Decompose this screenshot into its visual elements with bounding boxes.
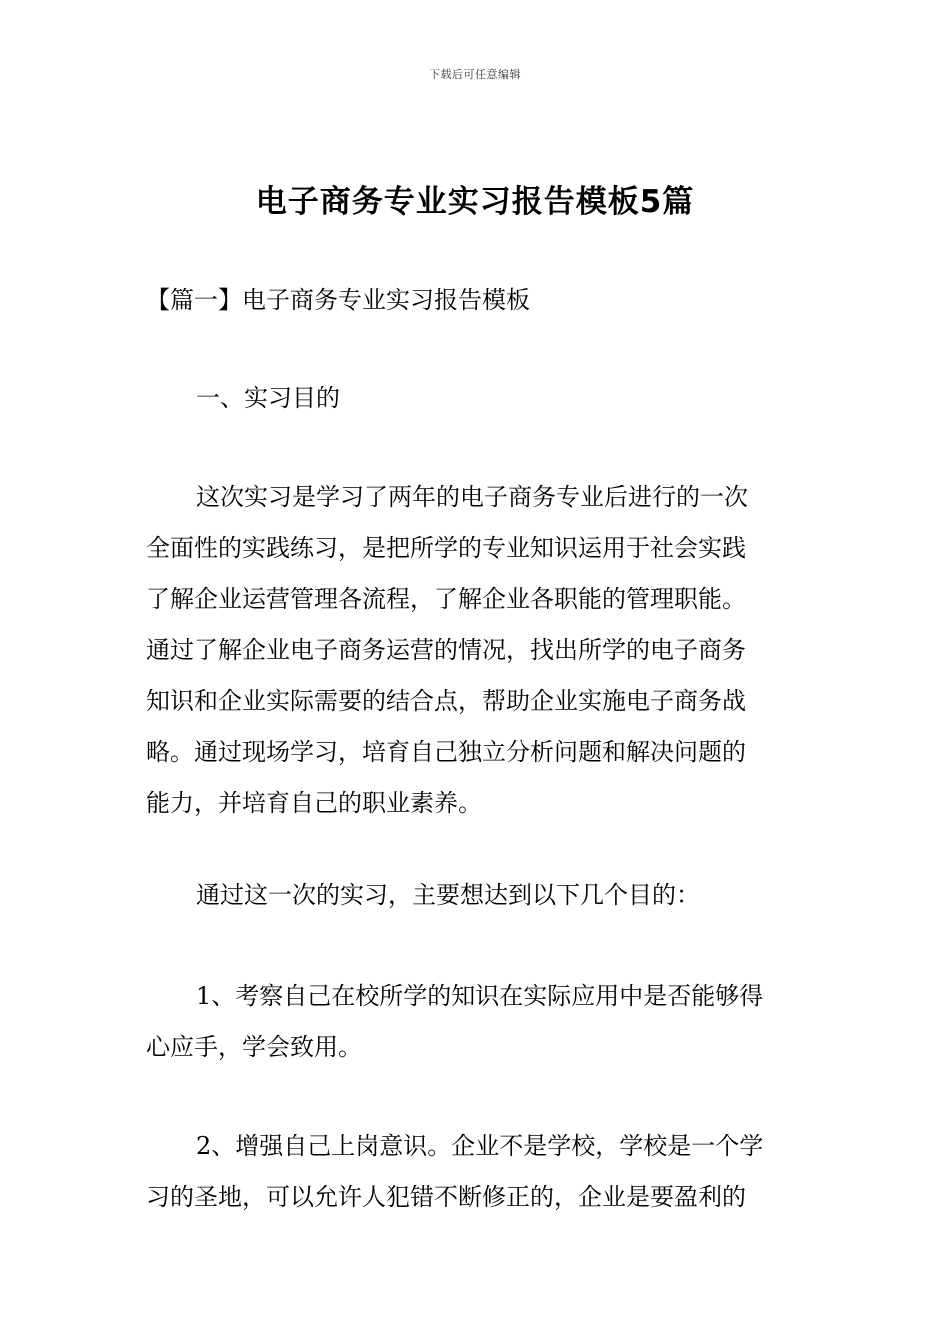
sub-heading: 一、实习目的: [196, 384, 340, 412]
paragraph: 2、增强自己上岗意识。企业不是学校，学校是一个学 习的圣地，可以允许人犯错不断修正的，企业是要盈利的: [146, 1132, 764, 1211]
document-title: 电子商务专业实习报告模板5篇: [255, 184, 695, 220]
section-heading: 【篇一】电子商务专业实习报告模板: [146, 286, 530, 314]
paragraph: 1、考察自己在校所学的知识在实际应用中是否能够得 心应手，学会致用。: [146, 982, 764, 1061]
header-note: 下载后可任意编辑: [429, 68, 521, 81]
paragraph: 通过这一次的实习，主要想达到以下几个目的：: [196, 881, 700, 909]
paragraph: 这次实习是学习了两年的电子商务专业后进行的一次 全面性的实践练习，是把所学的专业知识运用于社会实践 了解企业运营管理各流程，了解企业各职能的管理职能。 通过了解企业电子商务运营的情况，找出所学的电子商务 知识和企业实际需要的结合点，帮助企业实施电子商务战 略。通过现场学习，培育自己独立分析问题和解决问题的 能力，并培育自己的职业素养。: [146, 483, 748, 817]
